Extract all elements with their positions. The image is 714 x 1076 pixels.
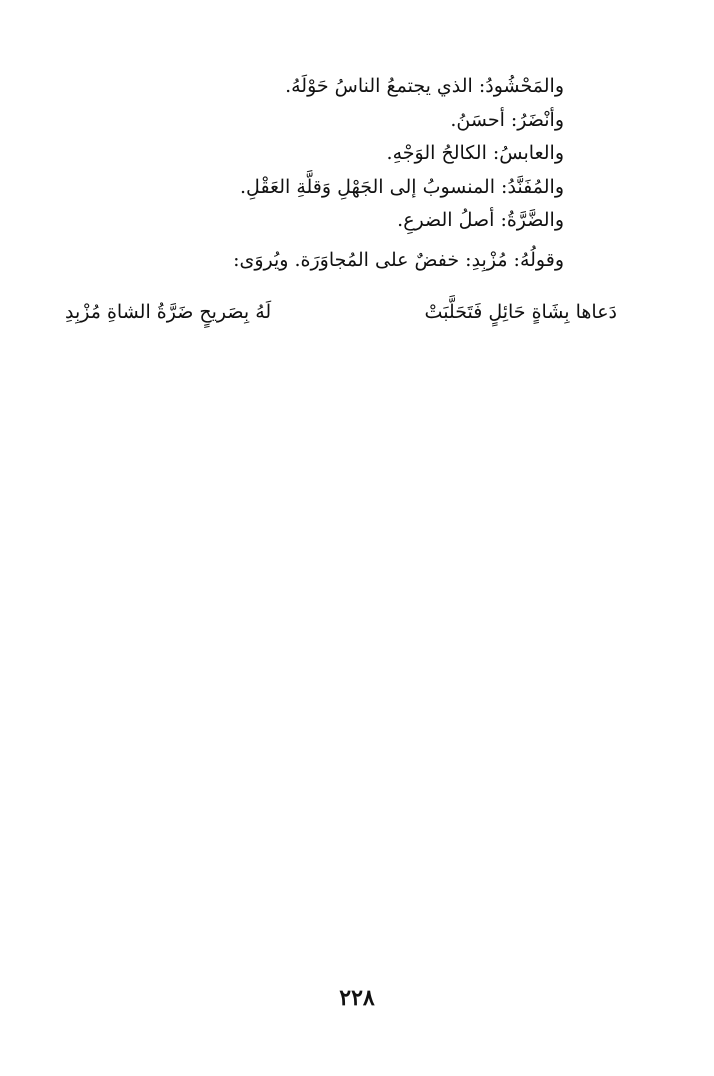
verse-second-hemistich: لَهُ بِصَريحٍ ضَرَّةُ الشاةِ مُزْبِدِ (65, 301, 272, 323)
glossary-text-block (114, 70, 564, 277)
gloss-line-almahshud: والمَحْشُودُ: الذي يجتمعُ الناسُ حَوْلَهُ. (285, 75, 564, 97)
gloss-line-anzar: وأنْضَرُ: أحسَنُ. (450, 108, 564, 131)
poetry-verse (65, 296, 617, 329)
verse-first-hemistich: دَعاها بِشَاةٍ حَائِلٍ فَتَحَلَّبَتْ (424, 301, 617, 323)
gloss-line-almufannad: والمُفَنَّدُ: المنسوبُ إلى الجَهْلِ وَقلَّةِ العَقْلِ. (240, 175, 564, 198)
page-number: ٢٢٨ (339, 985, 375, 1011)
gloss-line-alabis: والعابسُ: الكالحُ الوَجْهِ. (386, 142, 564, 164)
gloss-line-aldarra: والضَّرَّةُ: أصلُ الضرعِ. (397, 209, 564, 231)
gloss-line-muzbid: وقولُهُ: مُزْبِدِ: خفضٌ على المُجاوَرَة. ويُروَى: (233, 248, 564, 271)
